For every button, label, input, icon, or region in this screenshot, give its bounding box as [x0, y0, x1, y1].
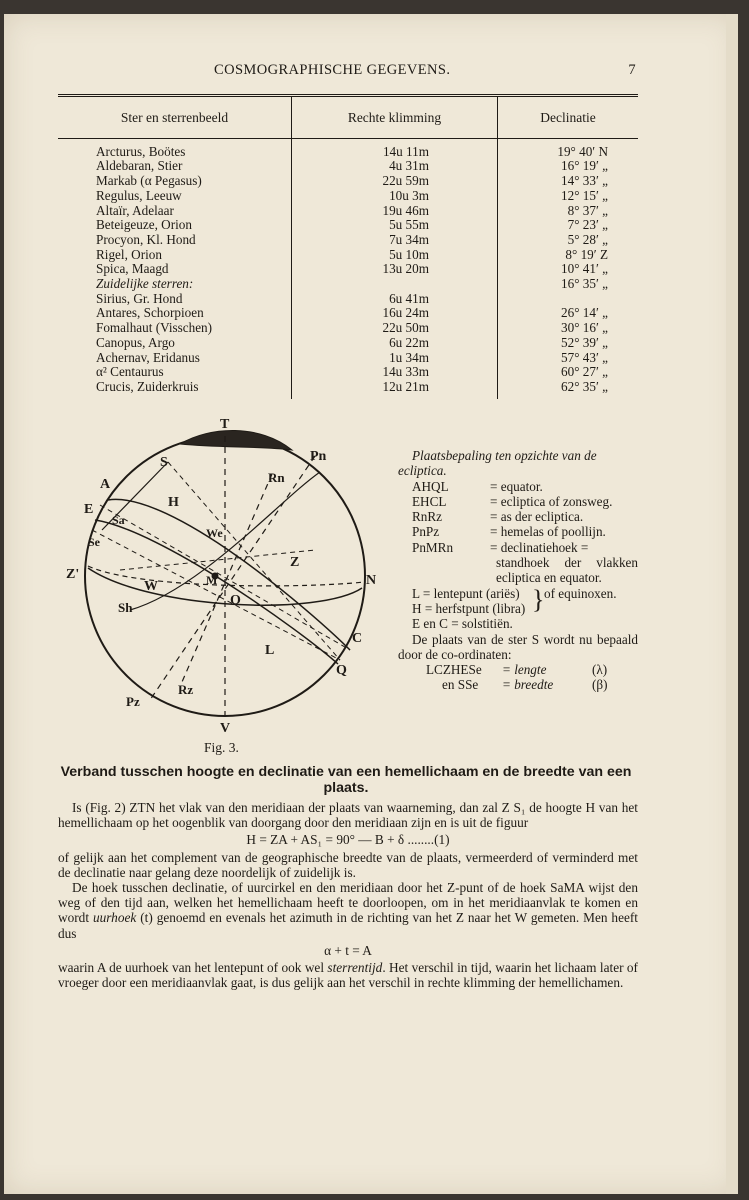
declination-cell: 60° 27′ „ [498, 365, 639, 380]
declination-cell: 57° 43′ „ [498, 351, 639, 366]
right-ascension-cell: 6u 41m [292, 292, 498, 307]
label-C: C [352, 631, 363, 646]
legend-coord-breedte: en SSe = breedte (β) [442, 677, 608, 693]
declination-cell: 8° 19′ Z [498, 248, 639, 263]
label-Zprime: Z' [66, 567, 80, 582]
table-row [58, 277, 638, 292]
right-ascension-cell: 4u 31m [292, 159, 498, 174]
label-Rn: Rn [268, 470, 285, 485]
label-Se: Se [88, 535, 100, 549]
legend-item: AHQL = equator. [412, 478, 543, 494]
legend-heading: Plaatsbepaling ten opzichte van de ecliptica. [398, 448, 597, 479]
label-V: V [220, 721, 231, 736]
formula-2: α + t = A [324, 942, 372, 958]
right-ascension-cell: 1u 34m [292, 351, 498, 366]
table-row [58, 138, 638, 159]
label-W: W [144, 579, 158, 594]
paragraph-2: of gelijk aan het complement van de geographische breedte van de plaats, vermeerderd of verminderd met de declinatie naar gelang deze noordelijk of zuidelijk is. [58, 849, 638, 880]
declination-cell: 8° 37′ „ [498, 204, 639, 219]
paragraph-1: Is (Fig. 2) ZTN het vlak van den meridiaan der plaats van waarneming, dan zal Z S₁ de hoogte H van het hemellichaam op het oogenblik van doorgang door den meridiaan zijn en is uit de figuur [58, 800, 638, 831]
label-S: S [160, 455, 168, 470]
table-row [58, 380, 638, 399]
shaded-cap [180, 430, 292, 450]
legend-solstice: E en C = solstitiën. [412, 616, 513, 632]
table-row [58, 218, 638, 233]
equator-arc [108, 499, 350, 650]
figure-caption: Fig. 3. [204, 740, 239, 755]
right-ascension-cell: 22u 59m [292, 174, 498, 189]
star-name-cell: Altaïr, Adelaar [96, 202, 174, 218]
table-row [58, 174, 638, 189]
label-Pn: Pn [310, 449, 327, 464]
star-name-cell: Beteigeuze, Orion [96, 217, 192, 233]
star-name-cell: Zuidelijke sterren: [96, 276, 194, 292]
dashed-line-b [92, 530, 340, 660]
star-name-cell: Rigel, Orion [96, 246, 162, 262]
right-ascension-cell: 13u 20m [292, 262, 498, 277]
legend-item: RnRz = as der ecliptica. [412, 509, 584, 525]
label-Sa: Sa [112, 513, 125, 527]
declination-cell: 16° 35′ „ [498, 277, 639, 292]
label-Sh: Sh [118, 600, 133, 615]
legend-equinox-block [398, 586, 638, 617]
star-name-cell: Antares, Schorpioen [96, 305, 204, 321]
star-name-cell: Aldebaran, Stier [96, 158, 183, 174]
label-N: N [366, 573, 377, 588]
legend-sentence: De plaats van de ster S wordt nu bepaald door de co-ordinaten: [398, 631, 638, 662]
right-ascension-cell: 19u 46m [292, 204, 498, 219]
right-ascension-cell [292, 277, 498, 292]
table-row [58, 351, 638, 366]
star-name-cell: Regulus, Leeuw [96, 187, 182, 203]
right-ascension-cell: 22u 50m [292, 321, 498, 336]
table-row [58, 189, 638, 204]
declination-cell [498, 292, 639, 307]
label-O: O [230, 593, 241, 608]
table-row [58, 159, 638, 174]
declination-cell: 30° 16′ „ [498, 321, 639, 336]
brace-icon: } [532, 584, 545, 614]
declination-cell: 5° 28′ „ [498, 233, 639, 248]
right-ascension-cell: 10u 3m [292, 189, 498, 204]
right-ascension-cell: 16u 24m [292, 306, 498, 321]
column-header-right-ascension: Rechte klimming [292, 96, 498, 139]
star-name-cell: Arcturus, Boötes [96, 143, 186, 159]
right-ascension-cell: 14u 33m [292, 365, 498, 380]
legend-equinox-note: of equinoxen. [544, 585, 617, 601]
label-T: T [220, 417, 230, 432]
legend-item: EHCL = ecliptica of zonsweg. [412, 493, 613, 509]
celestial-sphere-figure [60, 410, 380, 740]
table-row [58, 233, 638, 248]
right-ascension-cell: 5u 55m [292, 218, 498, 233]
star-table [58, 94, 638, 399]
star-name-cell: Procyon, Kl. Hond [96, 231, 196, 247]
running-title: COSMOGRAPHISCHE GEGEVENS. [214, 62, 451, 78]
declination-cell: 14° 33′ „ [498, 174, 639, 189]
dashed-line-c [168, 462, 340, 660]
legend-item: PnPz = hemelas of poollijn. [412, 524, 606, 540]
table-row [58, 306, 638, 321]
formula-1: H = ZA + AS₁ = 90° — B + δ ........(1) [246, 832, 450, 848]
table-row [58, 365, 638, 380]
label-We: We [206, 526, 223, 540]
legend-continuation: standhoek der vlakken ecliptica en equator. [496, 555, 638, 586]
declination-cell: 52° 39′ „ [498, 336, 639, 351]
table-row [58, 262, 638, 277]
label-H: H [168, 495, 179, 510]
body-text [58, 800, 638, 990]
declination-cell: 12° 15′ „ [498, 189, 639, 204]
legend-lentepunt: L = lentepunt (ariës) [412, 585, 520, 601]
table-body [58, 138, 638, 398]
star-name-cell: Sirius, Gr. Hond [96, 290, 183, 306]
paragraph-3: De hoek tusschen declinatie, of uurcirkel en den meridiaan door het Z-punt of de hoek SaMA wijst den weg of den tijd aan, welken het hemellichaam heeft te doorloopen, om in het meridiaanvlak te komen en wordt uurhoek (t) genoemd en evenals het azimuth in de richting van het Z naar het W gemeten. Men heeft dus [58, 880, 638, 941]
label-Q: Q [336, 663, 347, 678]
right-ascension-cell: 14u 11m [292, 138, 498, 159]
label-E: E [84, 502, 94, 517]
table-header-row [58, 96, 638, 139]
star-name-cell: α² Centaurus [96, 364, 164, 380]
declination-cell: 16° 19′ „ [498, 159, 639, 174]
star-name-cell: Fomalhaut (Visschen) [96, 320, 213, 336]
declination-cell: 7° 23′ „ [498, 218, 639, 233]
table-row [58, 321, 638, 336]
right-ascension-cell: 12u 21m [292, 380, 498, 399]
label-Rz: Rz [178, 682, 194, 697]
declination-cell: 62° 35′ „ [498, 380, 639, 399]
label-Z: Z [290, 555, 300, 570]
star-name-cell: Markab (α Pegasus) [96, 173, 202, 189]
sphere-diagram [60, 410, 380, 740]
label-M: M [206, 573, 218, 587]
sphere-outline [85, 436, 365, 716]
column-header-declination: Declinatie [498, 96, 639, 139]
right-ascension-cell: 6u 22m [292, 336, 498, 351]
star-name-cell: Crucis, Zuiderkruis [96, 378, 199, 394]
label-L: L [265, 643, 275, 658]
legend-item: PnMRn = declinatiehoek = [412, 539, 589, 555]
star-name-cell: Spica, Maagd [96, 261, 169, 277]
table-row [58, 292, 638, 307]
column-header-star: Ster en sterrenbeeld [58, 96, 292, 139]
label-A: A [100, 477, 111, 492]
legend-items [398, 479, 638, 555]
table-row [58, 204, 638, 219]
paragraph-4: waarin A de uurhoek van het lentepunt of ook wel sterrentijd. Het verschil in tijd, waarin het lichaam later of vroeger door een meridiaanvlak gaat, is dus gelijk aan het verschil in rechte klimming der hemellichamen. [58, 960, 638, 991]
legend-herfstpunt: H = herfstpunt (libra) [412, 600, 526, 616]
table-row [58, 248, 638, 263]
ecliptic-axis [182, 474, 275, 682]
page-edge [726, 14, 738, 1194]
label-Pz: Pz [126, 694, 140, 709]
table-row [58, 336, 638, 351]
polar-axis [150, 456, 315, 700]
star-name-cell: Canopus, Argo [96, 334, 175, 350]
declination-cell: 10° 41′ „ [498, 262, 639, 277]
declination-cell: 26° 14′ „ [498, 306, 639, 321]
section-title: Verband tusschen hoogte en declinatie van een hemellichaam en de breedte van een plaats. [60, 764, 632, 796]
right-ascension-cell: 5u 10m [292, 248, 498, 263]
right-ascension-cell: 7u 34m [292, 233, 498, 248]
page-number: 7 [628, 62, 636, 78]
legend-coord-lengte: LCZHESe = lengte (λ) [426, 662, 608, 678]
figure-legend [398, 448, 638, 693]
star-name-cell: Achernav, Eridanus [96, 349, 200, 365]
declination-cell: 19° 40′ N [498, 138, 639, 159]
